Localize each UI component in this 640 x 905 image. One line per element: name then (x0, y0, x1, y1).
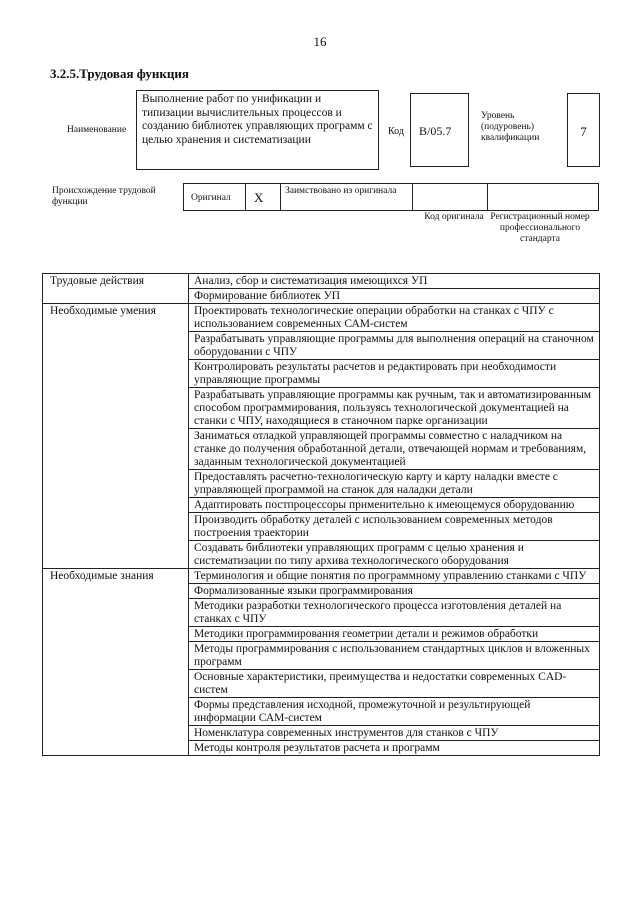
item-cell: Формирование библиотек УП (189, 289, 600, 304)
category-cell: Трудовые действия (43, 274, 189, 304)
item-cell: Контролировать результаты расчетов и редактировать при необходимости управляющие программы (189, 360, 600, 388)
original-code-cell (413, 184, 488, 210)
page-number: 16 (313, 34, 327, 49)
qualification-level-box: 7 (567, 93, 600, 167)
original-cell: Оригинал (184, 184, 246, 210)
item-cell: Проектировать технологические операции обработки на станках с ЧПУ с использованием современных САМ-систем (189, 304, 600, 332)
section-title: 3.2.5.Трудовая функция (50, 66, 189, 81)
item-cell: Методики разработки технологического процесса изготовления деталей на станках с ЧПУ (189, 599, 600, 627)
category-cell: Необходимые умения (43, 304, 189, 569)
item-cell: Основные характеристики, преимущества и недостатки современных CAD-систем (189, 670, 600, 698)
table-row (43, 304, 600, 332)
item-cell: Анализ, сбор и систематизация имеющихся УП (189, 274, 600, 289)
item-cell: Создавать библиотеки управляющих программ с целью хранения и систематизации по типу архива технологического оборудования (189, 541, 600, 569)
registration-number-label: Регистрационный номер профессионального стандарта (490, 212, 590, 244)
item-cell: Адаптировать постпроцессоры применительно к имеющемуся оборудованию (189, 498, 600, 513)
item-cell: Предоставлять расчетно-технологическую карту и карту наладки вместе с управляющей программой на станок для наладки детали (189, 470, 600, 498)
item-cell: Производить обработку деталей с использованием современных методов построения траектории (189, 513, 600, 541)
item-cell: Формализованные языки программирования (189, 584, 600, 599)
item-cell: Терминология и общие понятия по программному управлению станками с ЧПУ (189, 569, 600, 584)
origin-label: Происхождение трудовой функции (52, 186, 156, 207)
labor-function-table-body (43, 274, 600, 756)
name-label: Наименование (67, 125, 127, 135)
qualification-level-label: Уровень (подуровень) квалификации (481, 111, 540, 143)
item-cell: Разрабатывать управляющие программы как ручным, так и автоматизированным способом программирования, пользуясь технологической документацией на станки с ЧПУ, находящиеся в станочном парке организации (189, 388, 600, 429)
table-row (43, 274, 600, 289)
code-original-label: Код оригинала (424, 212, 484, 222)
category-cell: Необходимые знания (43, 569, 189, 756)
item-cell: Разрабатывать управляющие программы для выполнения операций на станочном оборудовании с ЧПУ (189, 332, 600, 360)
item-cell: Методики программирования геометрии детали и режимов обработки (189, 627, 600, 642)
item-cell: Заниматься отладкой управляющей программы совместно с наладчиком на станке до получения обработанной детали, отвечающей нормам и требованиям, заданным технологической документацией (189, 429, 600, 470)
item-cell: Методы программирования с использованием стандартных циклов и вложенных программ (189, 642, 600, 670)
item-cell: Методы контроля результатов расчета и программ (189, 741, 600, 756)
function-name-box: Выполнение работ по унификации и типизации вычислительных процессов и созданию библиотек управляющих программ с целью хранения и систематизации (136, 90, 379, 170)
borrowed-cell: Заимствовано из оригинала (281, 184, 413, 210)
item-cell: Номенклатура современных инструментов для станков с ЧПУ (189, 726, 600, 741)
table-row (43, 569, 600, 584)
labor-function-table (42, 273, 600, 756)
registration-number-cell (488, 184, 598, 210)
original-mark-cell: X (246, 184, 281, 210)
code-value-box: B/05.7 (410, 93, 469, 167)
code-label: Код (388, 126, 404, 137)
origin-table (183, 183, 599, 211)
item-cell: Формы представления исходной, промежуточной и результирующей информации САМ-систем (189, 698, 600, 726)
